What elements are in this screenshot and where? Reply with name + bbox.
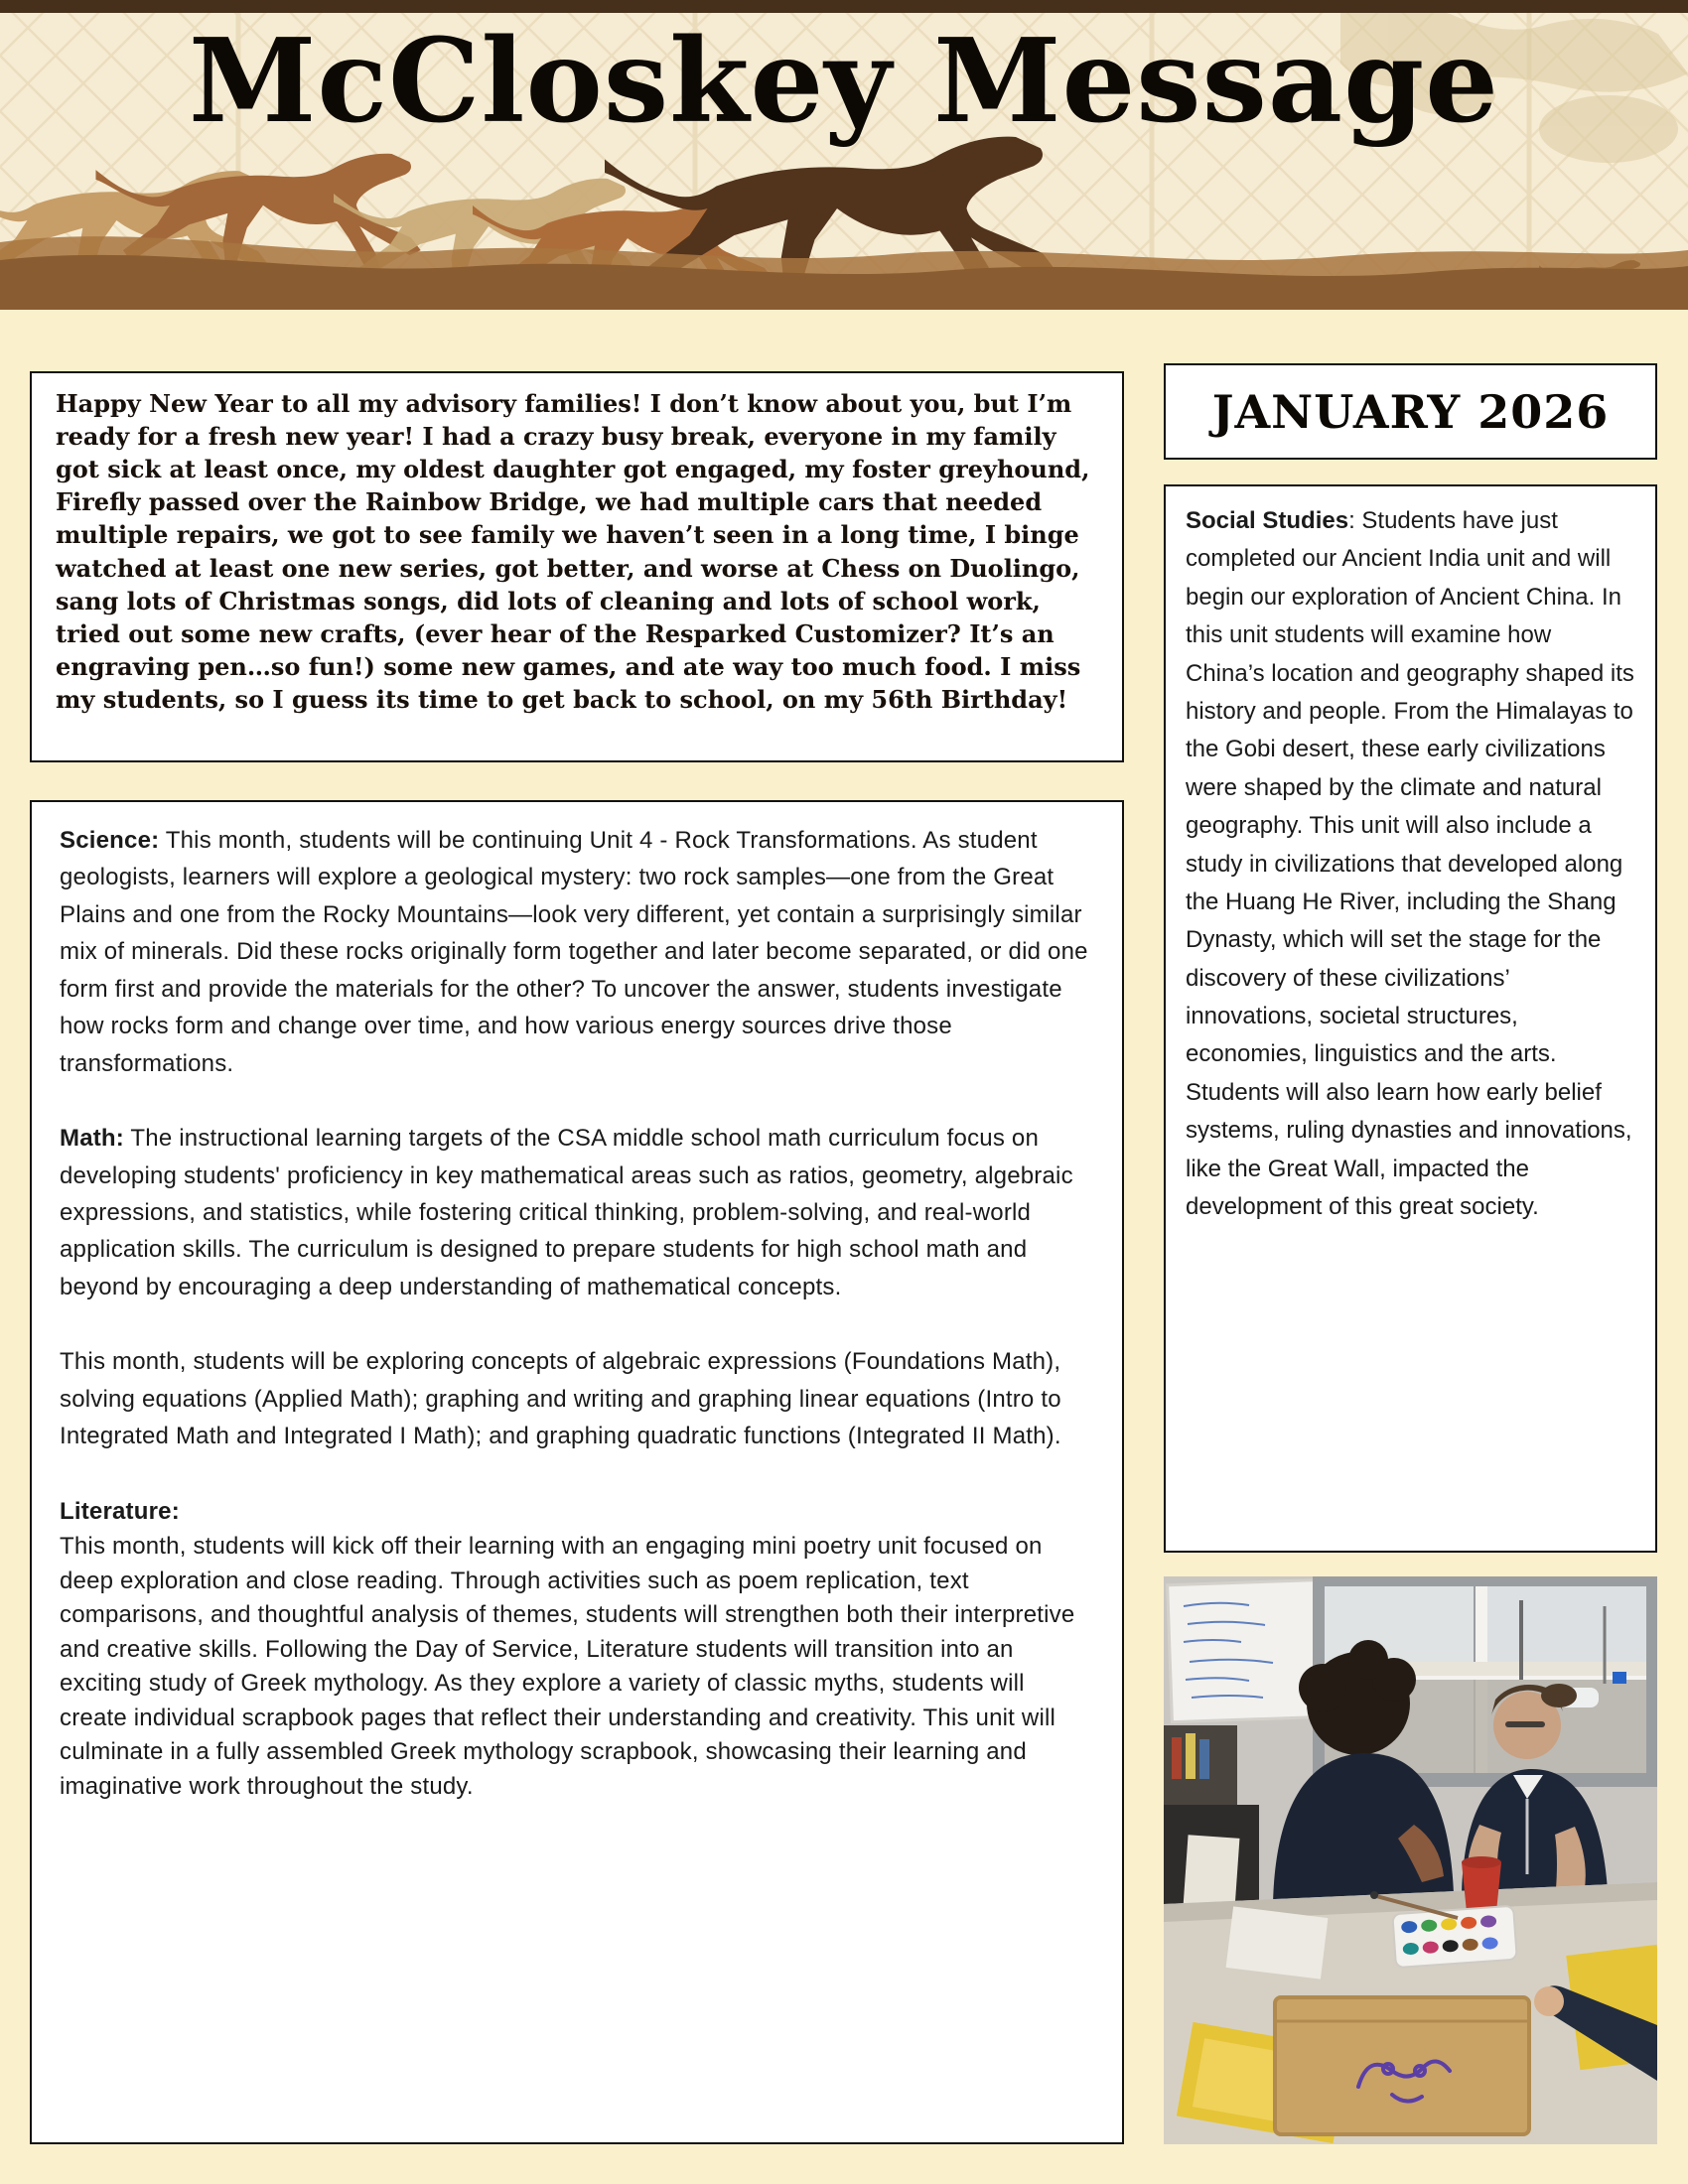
social-studies-box <box>1164 484 1657 1553</box>
science-text: This month, students will be continuing Unit 4 - Rock Transformations. As student geologists, learners will explore a geological mystery: two rock samples—one from the Great Plains and one from the Rocky Mountains—look very different, yet contain a surprisingly similar mix of minerals. Did these rocks originally form together and later become separated, or did one form first and provide the materials for the other? To uncover the answer, students investigate how rocks form and change over time, and how various energy sources drive those transformations. <box>60 827 1088 1077</box>
newsletter-title: McCloskey Message <box>189 14 1499 149</box>
masthead <box>0 0 1688 310</box>
science-label: Science: <box>60 827 160 854</box>
social-studies-paragraph <box>1186 502 1635 1226</box>
math-paragraph-2 <box>60 1343 1094 1454</box>
literature-label: Literature <box>60 1497 172 1525</box>
classroom-photo <box>1164 1576 1657 2144</box>
date-box <box>1164 363 1657 460</box>
math-text-1: The instructional learning targets of the CSA middle school math curriculum focus on developing students' proficiency in key mathematical areas such as ratios, geometry, algebraic expressions, and statistics, while fostering critical thinking, problem-solving, and real-world application skills. The curriculum is designed to prepare students for high school math and beyond by encouraging a deep understanding of mathematical concepts. <box>60 1125 1073 1300</box>
handicap-sign <box>1613 1672 1626 1684</box>
math-label: Math: <box>60 1125 124 1153</box>
red-cup <box>1462 1856 1501 1912</box>
cardboard-box <box>1275 1997 1529 2134</box>
math-text-2: This month, students will be exploring concepts of algebraic expressions (Foundations Math), solving equations (Applied Math); graphing and writing and graphing linear equations (Intro to Integrated Math and Integrated I Math); and graphing quadratic functions (Integrated II Math). <box>60 1348 1061 1450</box>
top-bar <box>0 0 1688 13</box>
subjects-box <box>30 800 1124 2144</box>
literature-paragraph: This month, students will kick off their learning with an engaging mini poetry unit focused on deep exploration and close reading. Through activities such as poem replication, text comparisons, and thoughtful analysis of themes, students will strengthen both their interpretive and creative skills. Following the Day of Service, Literature students will transition into an exciting study of Greek mythology. As they explore a variety of classic myths, students will create individual scrapbook pages that reflect their understanding and creativity. This unit will culminate in a fully assembled Greek mythology scrapbook, showcasing their learning and imaginative work throughout the study. <box>60 1533 1075 1800</box>
watercolor-palette <box>1392 1906 1516 1968</box>
month-label: JANUARY 2026 <box>1211 384 1610 439</box>
intro-box <box>30 371 1124 762</box>
literature-heading <box>60 1493 1094 1530</box>
social-studies-text: : Students have just completed our Ancient India unit and will begin our exploration of Ancient China. In this unit students will examine how China’s location and geography shaped its history and people. From the Himalayas to the Gobi desert, these early civilizations were shaped by the climate and natural geography. This unit will also include a study in civilizations that developed along the Huang He River, including the Shang Dynasty, which will set the stage for the discovery of these civilizations’ innovations, societal structures, economies, linguistics and the arts. Students will also learn how early belief systems, ruling dynasties and innovations, like the Great Wall, impacted the development of this great society. <box>1186 507 1634 1221</box>
math-paragraph-1 <box>60 1120 1094 1305</box>
intro-text: Happy New Year to all my advisory families! I don’t know about you, but I’m ready for a fresh new year! I had a crazy busy break, everyone in my family got sick at least once, my oldest daughter got engaged, my foster greyhound, Firefly passed over the Rainbow Bridge, we had multiple cars that needed multiple repairs, we got to see family we haven’t seen in a long time, I binge watched at least one new series, got better, and worse at Chess on Duolingo, sang lots of Christmas songs, did lots of cleaning and lots of school work, tried out some new crafts, (ever hear of the Resparked Customizer? It’s an engraving pen…so fun!) some new games, and ate way too much food. I miss my students, so I guess its time to get back to school, on my 56th Birthday! <box>56 389 1090 714</box>
literature-colon: : <box>171 1497 180 1525</box>
social-studies-label: Social Studies <box>1186 507 1349 534</box>
classroom-photo-art <box>1164 1576 1657 2144</box>
science-paragraph <box>60 822 1094 1082</box>
